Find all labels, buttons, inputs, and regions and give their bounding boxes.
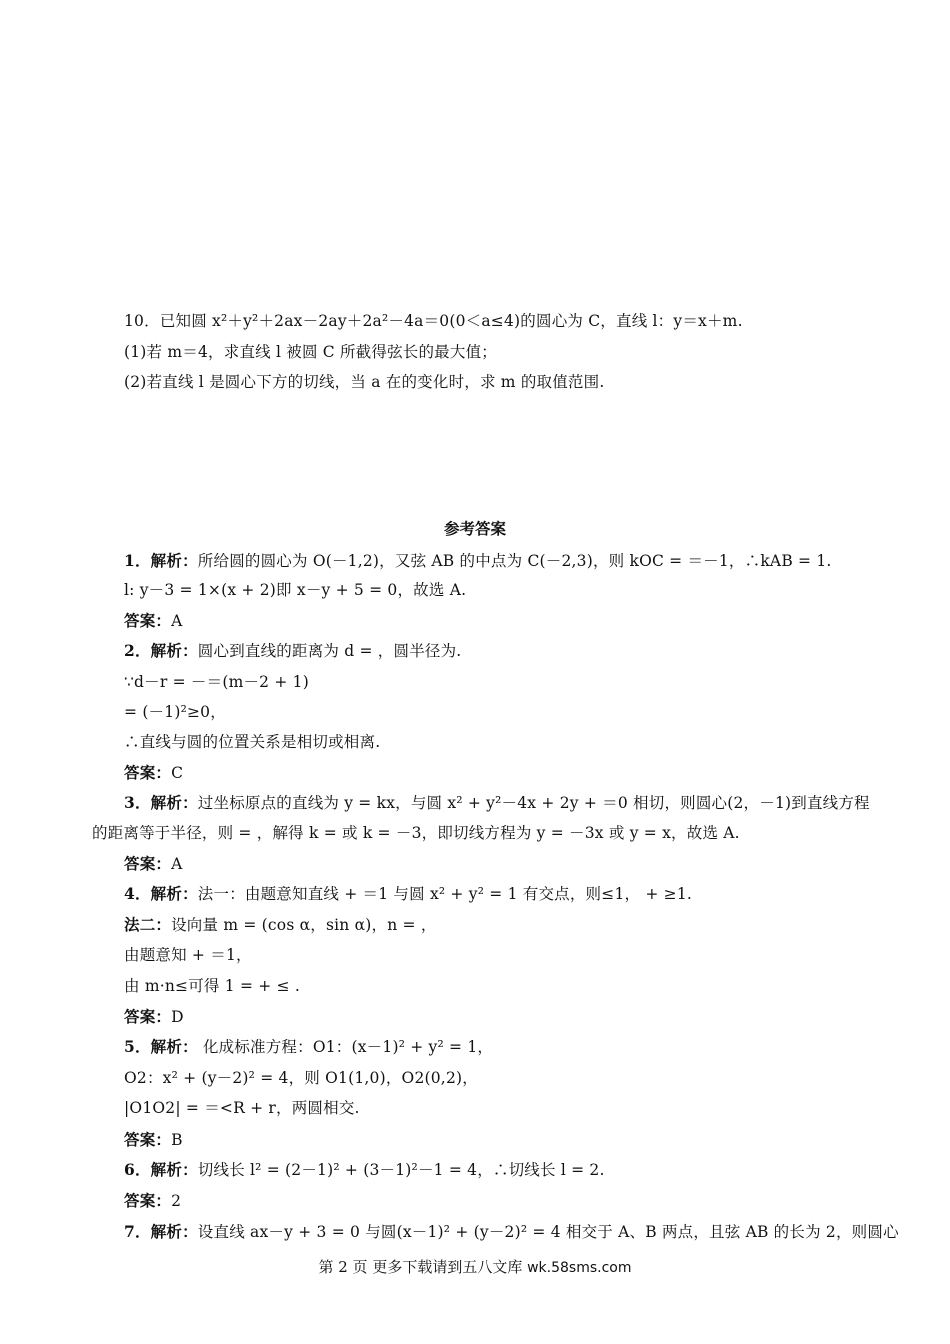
answer-text: 设向量 m = (cos α，sin α)，n = ， [171, 916, 437, 934]
answers-heading: 参考答案 [443, 519, 506, 538]
answer-text: 过坐标原点的直线为 y = kx，与圆 x² + y²－4x + 2y + ＝0 相切，则圆心(2，－1)到直线方程 [197, 794, 870, 812]
answer-text: = (－1)²≥0， [124, 703, 226, 721]
answer-text: B [171, 1131, 183, 1149]
answer-text: C [171, 764, 184, 782]
answer-label: 1．解析： [124, 551, 198, 570]
answer-line [124, 1190, 181, 1212]
answer-line [124, 610, 183, 632]
answer-text: 2 [171, 1192, 182, 1210]
answer-text: 圆心到直线的距离为 d = ，圆半径为. [197, 642, 462, 660]
answer-text: 所给圆的圆心为 O(－1,2)，又弦 AB 的中点为 C(－2,3)，则 kOC = ＝－1，∴kAB = 1. [197, 552, 832, 570]
answer-text: 设直线 ax－y + 3 = 0 与圆(x－1)² + (y－2)² = 4 相交于 A、B 两点，且弦 AB 的长为 2，则圆心 [197, 1223, 899, 1241]
answer-label: 5．解析： [124, 1037, 198, 1056]
answer-line [124, 640, 461, 662]
answer-label: 3．解析： [124, 793, 198, 812]
page-footer [0, 1256, 950, 1279]
answer-line [124, 671, 309, 693]
answer-text: 化成标准方程：O1：(x－1)² + y² = 1， [197, 1038, 494, 1056]
answer-text: 由题意知 + ＝1， [124, 946, 252, 964]
answer-line [124, 731, 380, 753]
answer-label: 7．解析： [124, 1222, 198, 1241]
answer-line [124, 1221, 899, 1243]
answer-label: 答案： [124, 1007, 172, 1026]
answer-label: 2．解析： [124, 641, 198, 660]
problem-10-statement: 10．已知圆 x²＋y²＋2ax－2ay＋2a²－4a＝0(0＜a≤4)的圆心为 C，直线 l：y＝x＋m. [124, 312, 743, 330]
answer-text: ∵d－r = －＝(m－2 + 1) [124, 673, 309, 691]
answer-text: A [171, 612, 183, 630]
answer-text: |O1O2| = ＝<R + r，两圆相交. [124, 1099, 360, 1117]
footer-text: 第 2 页 更多下载请到五八文库 [318, 1258, 523, 1276]
answer-text: 切线长 l² = (2－1)² + (3－1)²－1 = 4，∴切线长 l = 2. [197, 1161, 605, 1179]
answer-line [124, 883, 692, 905]
answer-line [124, 1036, 493, 1058]
answer-label: 法二： [124, 915, 172, 934]
answer-line [124, 853, 183, 875]
answer-line [124, 762, 183, 784]
answer-line [124, 1006, 184, 1028]
answer-line [124, 1067, 478, 1089]
answer-line [124, 975, 300, 997]
answer-line [124, 1159, 605, 1181]
answer-text: A [171, 855, 183, 873]
answer-line [124, 701, 226, 723]
answer-label: 4．解析： [124, 884, 198, 903]
answer-label: 答案： [124, 1130, 172, 1149]
answer-text: 的距离等于半径，则 = ，解得 k = 或 k = －3，即切线方程为 y = －3x 或 y = x，故选 A. [92, 824, 740, 842]
answer-label: 答案： [124, 1191, 172, 1210]
answer-label: 答案： [124, 763, 172, 782]
answer-line [124, 1129, 183, 1151]
answer-line [124, 1097, 360, 1119]
answer-text: ∴直线与圆的位置关系是相切或相离. [124, 733, 381, 751]
answer-text: 由 m·n≤可得 1 = + ≤ . [124, 977, 301, 995]
problem-10-part-1: (1)若 m＝4，求直线 l 被圆 C 所截得弦长的最大值； [124, 343, 497, 361]
answer-text: 法一：由题意知直线 + ＝1 与圆 x² + y² = 1 有交点，则≤1， + ≥1. [197, 885, 693, 903]
footer-site-link[interactable]: wk.58sms.com [527, 1260, 632, 1276]
answer-line [124, 550, 832, 572]
answer-label: 答案： [124, 611, 172, 630]
answer-text: l: y－3 = 1×(x + 2)即 x－y + 5 = 0，故选 A. [124, 581, 467, 599]
answer-line [124, 914, 437, 936]
answer-line [124, 792, 870, 814]
answer-text: O2：x² + (y－2)² = 4，则 O1(1,0)，O2(0,2)， [124, 1069, 478, 1087]
answer-label: 答案： [124, 854, 172, 873]
answer-line [124, 579, 466, 601]
answer-text: D [171, 1008, 184, 1026]
answer-label: 6．解析： [124, 1160, 198, 1179]
answer-line [92, 822, 740, 844]
answer-line [124, 944, 252, 966]
problem-10-part-2: (2)若直线 l 是圆心下方的切线，当 a 在的变化时，求 m 的取值范围. [124, 373, 605, 391]
